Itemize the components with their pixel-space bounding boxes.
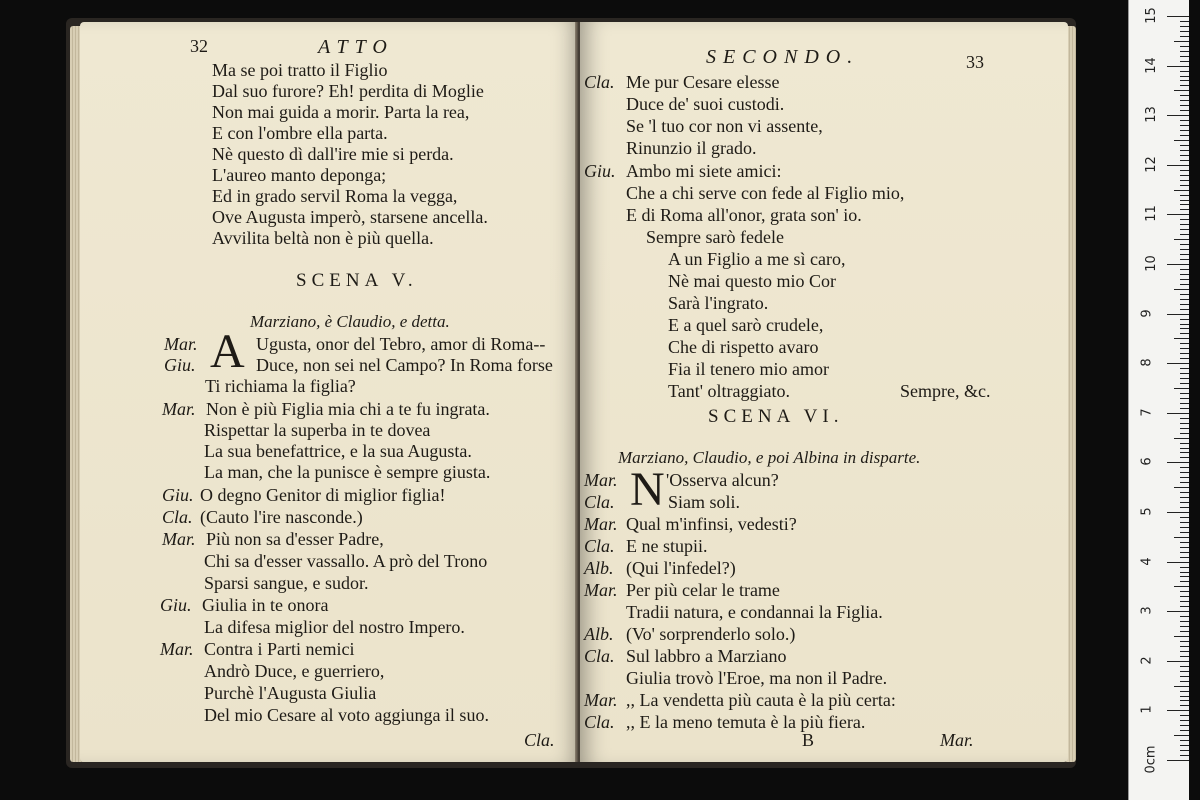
ruler-number: 9 bbox=[1139, 308, 1155, 318]
speaker-label: Mar. bbox=[584, 514, 618, 534]
ruler-tick bbox=[1167, 710, 1189, 711]
ruler-tick bbox=[1180, 472, 1189, 473]
ruler-tick bbox=[1174, 90, 1189, 91]
dialog-line: Rispettar la superba in te dovea bbox=[204, 420, 431, 440]
ruler-tick bbox=[1180, 398, 1189, 399]
catchword-right: Mar. bbox=[940, 730, 974, 750]
ruler-tick bbox=[1180, 185, 1189, 186]
dialog-line: La man, che la punisce è sempre giusta. bbox=[204, 462, 491, 482]
aria-line: E a quel sarò crudele, bbox=[668, 315, 824, 335]
dialog-line: Rinunzio il grado. bbox=[626, 138, 757, 158]
dialog-line: Contra i Parti nemici bbox=[204, 639, 355, 659]
ruler-tick bbox=[1180, 26, 1189, 27]
ruler-tick bbox=[1167, 562, 1189, 563]
dialog-line: Me pur Cesare elesse bbox=[626, 72, 780, 92]
aria-line: Tant' oltraggiato. bbox=[668, 381, 790, 401]
ruler-tick bbox=[1180, 740, 1189, 741]
ruler-tick bbox=[1180, 150, 1189, 151]
ruler-tick bbox=[1180, 219, 1189, 220]
speaker-label: Giu. bbox=[162, 485, 194, 505]
ruler-tick bbox=[1180, 269, 1189, 270]
verse-line: Ma se poi tratto il Figlio bbox=[212, 60, 388, 80]
speaker-label: Mar. bbox=[584, 690, 618, 710]
ruler-tick bbox=[1174, 438, 1189, 439]
page-number-right: 33 bbox=[966, 52, 984, 72]
dialog-line: E ne stupii. bbox=[626, 536, 708, 556]
speaker-label: Cla. bbox=[584, 712, 615, 732]
ruler-tick bbox=[1180, 348, 1189, 349]
dropcap-a: A bbox=[210, 325, 245, 378]
scene-title-v: SCENA V. bbox=[296, 270, 418, 291]
ruler-tick bbox=[1180, 393, 1189, 394]
verse-line: L'aureo manto deponga; bbox=[212, 165, 387, 185]
ruler-tick bbox=[1180, 443, 1189, 444]
ruler-number: 12 bbox=[1143, 156, 1159, 173]
ruler-tick bbox=[1174, 388, 1189, 389]
ruler-tick bbox=[1180, 234, 1189, 235]
ruler-tick bbox=[1174, 289, 1189, 290]
ruler-tick bbox=[1180, 755, 1189, 756]
signature-mark: B bbox=[802, 730, 815, 750]
ruler-tick bbox=[1174, 190, 1189, 191]
dialog-line: O degno Genitor di miglior figlia! bbox=[200, 485, 446, 505]
ruler-tick bbox=[1180, 244, 1189, 245]
ruler-tick bbox=[1180, 61, 1189, 62]
running-header-left: ATTO bbox=[318, 36, 394, 58]
dropcap-n: N bbox=[630, 463, 665, 516]
ruler-tick bbox=[1180, 581, 1189, 582]
ruler-tick bbox=[1180, 155, 1189, 156]
ruler-tick bbox=[1180, 31, 1189, 32]
ruler-tick bbox=[1180, 249, 1189, 250]
speaker-label: Giu. bbox=[164, 355, 196, 375]
ruler-number: 4 bbox=[1139, 556, 1155, 566]
ruler-tick bbox=[1180, 71, 1189, 72]
ruler-tick bbox=[1180, 725, 1189, 726]
ruler-number: 2 bbox=[1139, 656, 1155, 665]
ruler-tick bbox=[1180, 294, 1189, 295]
dialog-line: Chi sa d'esser vassallo. A prò del Trono bbox=[204, 551, 488, 571]
dialog-line: (Qui l'infedel?) bbox=[626, 558, 736, 578]
dialog-line: Siam soli. bbox=[668, 492, 741, 512]
speaker-label: Cla. bbox=[584, 646, 615, 666]
speaker-label: Mar. bbox=[162, 399, 196, 419]
ruler-tick bbox=[1180, 696, 1189, 697]
ruler-tick bbox=[1180, 621, 1189, 622]
ruler-tick bbox=[1167, 264, 1189, 265]
ruler-number: 11 bbox=[1143, 205, 1159, 223]
ruler-tick bbox=[1180, 651, 1189, 652]
ruler-tick bbox=[1180, 666, 1189, 667]
ruler-tick bbox=[1180, 254, 1189, 255]
dialog-line: (Cauto l'ire nasconde.) bbox=[200, 507, 363, 527]
ruler-tick bbox=[1180, 750, 1189, 751]
ruler-tick bbox=[1180, 368, 1189, 369]
scene-title-vi: SCENA VI. bbox=[708, 406, 844, 427]
aria-line: Fia il tenero mio amor bbox=[668, 359, 829, 379]
dialog-line: Purchè l'Augusta Giulia bbox=[204, 683, 377, 703]
ruler-tick bbox=[1167, 66, 1189, 67]
ruler-tick bbox=[1180, 403, 1189, 404]
ruler-tick bbox=[1174, 41, 1189, 42]
ruler-tick bbox=[1180, 373, 1189, 374]
catchword-left: Cla. bbox=[524, 730, 555, 750]
ruler-tick bbox=[1180, 309, 1189, 310]
ruler-tick bbox=[1174, 735, 1189, 736]
dialog-line: Duce, non sei nel Campo? In Roma forse bbox=[256, 355, 553, 375]
ruler-tick bbox=[1180, 135, 1189, 136]
ruler-tick bbox=[1180, 641, 1189, 642]
ruler-tick bbox=[1180, 204, 1189, 205]
ruler-number: 1 bbox=[1139, 705, 1155, 715]
ruler-tick bbox=[1180, 46, 1189, 47]
ruler-tick bbox=[1180, 333, 1189, 334]
ruler-number: 3 bbox=[1139, 606, 1155, 615]
ruler-tick bbox=[1180, 557, 1189, 558]
measuring-ruler bbox=[1128, 0, 1189, 800]
ruler-tick bbox=[1180, 527, 1189, 528]
ruler-tick bbox=[1180, 195, 1189, 196]
ruler-tick bbox=[1180, 209, 1189, 210]
ruler-number: 13 bbox=[1143, 106, 1159, 123]
ruler-tick bbox=[1167, 760, 1189, 761]
ruler-tick bbox=[1180, 229, 1189, 230]
dialog-line: La difesa miglior del nostro Impero. bbox=[204, 617, 465, 637]
ruler-tick bbox=[1180, 85, 1189, 86]
verse-line: E con l'ombre ella parta. bbox=[212, 123, 388, 143]
ruler-tick bbox=[1167, 462, 1189, 463]
ruler-tick bbox=[1180, 423, 1189, 424]
ruler-tick bbox=[1180, 676, 1189, 677]
speaker-label: Giu. bbox=[160, 595, 192, 615]
ruler-tick bbox=[1167, 16, 1189, 17]
ruler-tick bbox=[1180, 259, 1189, 260]
ruler-tick bbox=[1180, 596, 1189, 597]
dialog-line: Del mio Cesare al voto aggiunga il suo. bbox=[204, 705, 489, 725]
ruler-tick bbox=[1180, 477, 1189, 478]
ruler-tick bbox=[1180, 646, 1189, 647]
verse-line: Nè questo dì dall'ire mie si perda. bbox=[212, 144, 454, 164]
ruler-tick bbox=[1167, 165, 1189, 166]
ruler-tick bbox=[1180, 36, 1189, 37]
ruler-number: 6 bbox=[1139, 457, 1155, 467]
ruler-tick bbox=[1180, 730, 1189, 731]
ruler-tick bbox=[1180, 328, 1189, 329]
ruler-tick bbox=[1180, 120, 1189, 121]
ruler-tick bbox=[1180, 567, 1189, 568]
ruler-tick bbox=[1180, 125, 1189, 126]
speaker-label: Cla. bbox=[162, 507, 193, 527]
ruler-tick bbox=[1180, 705, 1189, 706]
page-number-left: 32 bbox=[190, 36, 208, 56]
aria-line: Sempre sarò fedele bbox=[646, 227, 784, 247]
ruler-tick bbox=[1180, 452, 1189, 453]
ruler-tick bbox=[1174, 586, 1189, 587]
ruler-tick bbox=[1180, 51, 1189, 52]
verse-line: Dal suo furore? Eh! perdita di Moglie bbox=[212, 81, 484, 101]
ruler-tick bbox=[1180, 383, 1189, 384]
ruler-tick bbox=[1180, 100, 1189, 101]
ruler-tick bbox=[1180, 626, 1189, 627]
dialog-line: Tradii natura, e condannai la Figlia. bbox=[626, 602, 883, 622]
dialog-line: La sua benefattrice, e la sua Augusta. bbox=[204, 441, 472, 461]
ruler-tick bbox=[1180, 522, 1189, 523]
ruler-tick bbox=[1180, 21, 1189, 22]
ruler-tick bbox=[1180, 358, 1189, 359]
ruler-tick bbox=[1180, 715, 1189, 716]
ruler-tick bbox=[1180, 105, 1189, 106]
ruler-tick bbox=[1180, 547, 1189, 548]
ruler-tick bbox=[1167, 661, 1189, 662]
ruler-tick bbox=[1180, 170, 1189, 171]
dialog-line: Duce de' suoi custodi. bbox=[626, 94, 785, 114]
ruler-tick bbox=[1180, 224, 1189, 225]
dialog-line: Più non sa d'esser Padre, bbox=[206, 529, 384, 549]
ruler-unit-label: 0cm bbox=[1143, 745, 1159, 774]
ruler-tick bbox=[1174, 636, 1189, 637]
dialog-line: Ugusta, onor del Tebro, amor di Roma-- bbox=[256, 334, 546, 354]
dialog-line: Qual m'infinsi, vedesti? bbox=[626, 514, 797, 534]
ruler-tick bbox=[1180, 457, 1189, 458]
dialog-line: Ti richiama la figlia? bbox=[205, 376, 356, 396]
ruler-tick bbox=[1180, 517, 1189, 518]
dialog-line: Giulia in te onora bbox=[202, 595, 329, 615]
ruler-tick bbox=[1180, 80, 1189, 81]
ruler-tick bbox=[1180, 616, 1189, 617]
ruler-tick bbox=[1180, 720, 1189, 721]
ruler-tick bbox=[1180, 353, 1189, 354]
speaker-label: Mar. bbox=[584, 470, 618, 490]
speaker-label: Mar. bbox=[164, 334, 198, 354]
right-page bbox=[580, 22, 1068, 762]
ruler-tick bbox=[1180, 175, 1189, 176]
ruler-tick bbox=[1180, 552, 1189, 553]
aria-line: Sarà l'ingrato. bbox=[668, 293, 769, 313]
ruler-tick bbox=[1174, 487, 1189, 488]
dialog-line: ,, La vendetta più cauta è la più certa: bbox=[626, 690, 896, 710]
ruler-tick bbox=[1174, 140, 1189, 141]
verse-line: Avvilita beltà non è più quella. bbox=[212, 228, 434, 248]
ruler-tick bbox=[1180, 200, 1189, 201]
verse-line: Non mai guida a morir. Parta la rea, bbox=[212, 102, 470, 122]
ruler-tick bbox=[1180, 601, 1189, 602]
speaker-label: Mar. bbox=[584, 580, 618, 600]
ruler-tick bbox=[1180, 681, 1189, 682]
ruler-tick bbox=[1180, 324, 1189, 325]
ruler-tick bbox=[1180, 591, 1189, 592]
ruler-tick bbox=[1180, 507, 1189, 508]
ruler-tick bbox=[1180, 467, 1189, 468]
ruler-number: 5 bbox=[1139, 507, 1155, 516]
ruler-tick bbox=[1180, 492, 1189, 493]
ruler-tick bbox=[1174, 239, 1189, 240]
verse-line: Ed in grado servil Roma la vegga, bbox=[212, 186, 458, 206]
ruler-number: 7 bbox=[1139, 408, 1155, 417]
speaker-label: Mar. bbox=[162, 529, 196, 549]
dialog-line: Andrò Duce, e guerriero, bbox=[204, 661, 385, 681]
verse-line: Ove Augusta imperò, starsene ancella. bbox=[212, 207, 488, 227]
ruler-number: 8 bbox=[1139, 358, 1155, 367]
scene-characters-vi: Marziano, Claudio, e poi Albina in disparte. bbox=[618, 448, 921, 467]
ruler-tick bbox=[1167, 363, 1189, 364]
ruler-tick bbox=[1180, 532, 1189, 533]
speaker-label: Alb. bbox=[584, 624, 614, 644]
dialog-line: Sul labbro a Marziano bbox=[626, 646, 787, 666]
ruler-tick bbox=[1174, 537, 1189, 538]
ruler-tick bbox=[1167, 611, 1189, 612]
aria-line: A un Figlio a me sì caro, bbox=[668, 249, 846, 269]
ruler-tick bbox=[1180, 130, 1189, 131]
ruler-tick bbox=[1180, 180, 1189, 181]
ruler-tick bbox=[1180, 274, 1189, 275]
dialog-line: Sparsi sangue, e sudor. bbox=[204, 573, 369, 593]
ruler-tick bbox=[1180, 319, 1189, 320]
ruler-tick bbox=[1180, 745, 1189, 746]
ruler-tick bbox=[1167, 413, 1189, 414]
ruler-tick bbox=[1167, 314, 1189, 315]
ruler-tick bbox=[1180, 497, 1189, 498]
ruler-tick bbox=[1180, 76, 1189, 77]
dialog-line: Per più celar le trame bbox=[626, 580, 780, 600]
ruler-tick bbox=[1180, 299, 1189, 300]
ruler-tick bbox=[1180, 56, 1189, 57]
speaker-label: Mar. bbox=[160, 639, 194, 659]
ruler-tick bbox=[1180, 482, 1189, 483]
scene-characters-v: Marziano, è Claudio, e detta. bbox=[250, 312, 450, 331]
speaker-label: Cla. bbox=[584, 536, 615, 556]
ruler-tick bbox=[1180, 343, 1189, 344]
speaker-label: Alb. bbox=[584, 558, 614, 578]
speaker-label: Giu. bbox=[584, 161, 616, 181]
speaker-label: Cla. bbox=[584, 492, 615, 512]
ruler-tick bbox=[1180, 700, 1189, 701]
left-page bbox=[80, 22, 580, 762]
ruler-tick bbox=[1180, 304, 1189, 305]
dialog-line: Che a chi serve con fede al Figlio mio, bbox=[626, 183, 905, 203]
ruler-tick bbox=[1180, 110, 1189, 111]
ruler-tick bbox=[1180, 656, 1189, 657]
ruler-number: 10 bbox=[1143, 255, 1159, 272]
ruler-number: 15 bbox=[1143, 7, 1159, 24]
aria-repeat: Sempre, &c. bbox=[900, 381, 991, 401]
ruler-tick bbox=[1180, 145, 1189, 146]
ruler-tick bbox=[1180, 418, 1189, 419]
ruler-tick bbox=[1180, 572, 1189, 573]
ruler-tick bbox=[1167, 115, 1189, 116]
ruler-tick bbox=[1180, 279, 1189, 280]
running-header-right: SECONDO. bbox=[706, 46, 860, 68]
ruler-tick bbox=[1180, 606, 1189, 607]
dialog-line: 'Osserva alcun? bbox=[666, 470, 779, 490]
ruler-tick bbox=[1180, 502, 1189, 503]
dialog-line: Non è più Figlia mia chi a te fu ingrata. bbox=[206, 399, 490, 419]
ruler-tick bbox=[1180, 408, 1189, 409]
dialog-line: Se 'l tuo cor non vi assente, bbox=[626, 116, 823, 136]
ruler-tick bbox=[1180, 576, 1189, 577]
ruler-tick bbox=[1180, 95, 1189, 96]
ruler-tick bbox=[1180, 691, 1189, 692]
dialog-line: E di Roma all'onor, grata son' io. bbox=[626, 205, 862, 225]
ruler-tick bbox=[1180, 284, 1189, 285]
dialog-line: ,, E la meno temuta è la più fiera. bbox=[626, 712, 866, 732]
dialog-line: (Vo' sorprenderlo solo.) bbox=[626, 624, 796, 644]
ruler-tick bbox=[1180, 378, 1189, 379]
ruler-tick bbox=[1180, 160, 1189, 161]
aria-line: Che di rispetto avaro bbox=[668, 337, 819, 357]
dialog-line: Giulia trovò l'Eroe, ma non il Padre. bbox=[626, 668, 888, 688]
ruler-tick bbox=[1180, 428, 1189, 429]
ruler-tick bbox=[1167, 214, 1189, 215]
ruler-tick bbox=[1180, 671, 1189, 672]
ruler-tick bbox=[1180, 631, 1189, 632]
aria-line: Nè mai questo mio Cor bbox=[668, 271, 836, 291]
ruler-tick bbox=[1174, 686, 1189, 687]
ruler-tick bbox=[1180, 542, 1189, 543]
ruler-tick bbox=[1180, 448, 1189, 449]
ruler-number: 14 bbox=[1143, 56, 1159, 74]
speaker-label: Cla. bbox=[584, 72, 615, 92]
ruler-tick bbox=[1180, 433, 1189, 434]
dialog-line: Ambo mi siete amici: bbox=[626, 161, 782, 181]
ruler-tick bbox=[1167, 512, 1189, 513]
ruler-tick bbox=[1174, 338, 1189, 339]
